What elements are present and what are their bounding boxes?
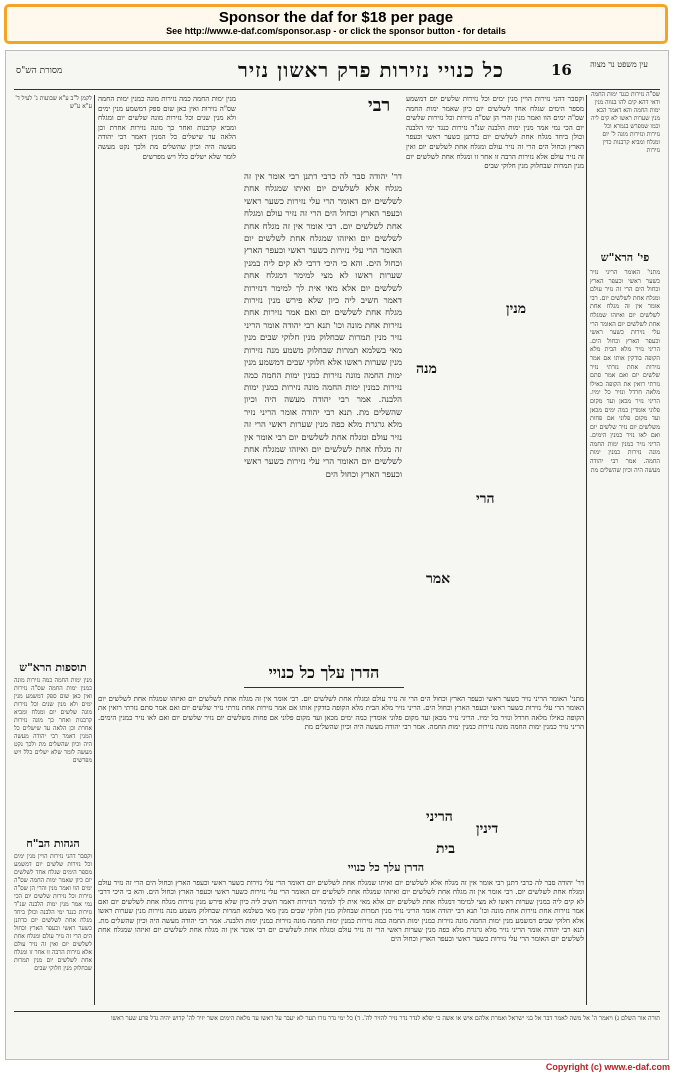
- tosafot-harosh-header: תוספות הרא"ש: [19, 661, 87, 674]
- header-rule: [14, 89, 660, 90]
- rashi-word-minayin: מנין: [506, 301, 527, 317]
- footer-rule: [14, 1011, 660, 1012]
- left-margin-notes: לקמן ל"ב ע"א שבועות ג' לעיל ד' ע"א ע"ש: [15, 95, 92, 110]
- lower-word-dinin: דינין: [476, 821, 499, 837]
- left-margin-rule: [94, 95, 95, 1005]
- lower-commentary-bottom: דר' יהודה סבר לה כרבי דתנן רבי אומר אין זה מגלח אלא לשלשים יום ואיתו שמגלח אחת לשלשים יום דאומר הרי עלי נזירות כשער ראשי וכעפר הארץ וכחול הים הרי זה נזיר עולם ומגלח אחת לשלשים יום. רבי אומר אין זה מגלח אחת לשלשים יום ואיזהו שמגלח אחת לשלשים יום האומר הרי עלי נזירות כשער ראשי וכעפר הארץ וכחול הים. והא כי היכי דרבי לא קים ליה במנין שערות ראשו לא מצי למימר דמגלח אחת לשלשים יום אלא מאי אית לך למימר דנזירות דאמר חשיב ליה כיון שלא פירש מנין נזירות מגלח אחת לשלשים יום ואם אמר נזירות אחת נזירות אחת מונה וכו' תנא רבי יהודה אומר הריני נזיר מנין תמרות שבחלוק מנין חלוקי שבים מנין מאי בשלמא תמרות שבחלוק משמע מנה נזירות מנין שערות ראשו אלא חלוקי שבים דמשמע מנין ימות החמה מונה נזירות כמנין ימות החמה כמה נזירות כמנין ימות החמה מונה נזירות כמנין ימות הלבנה. אמר רבי יהודה מעשה היה וכיון שהשלים מת. תנא רבי יהודה אומר הריני נזיר מלא גרגרת מלא כפה מנין שערות ראשי הרי זה נזיר עולם ומגלח אחת לשלשים יום רבי אומר אין זה מגלח אחת לשלשים יום ואיזהו שמגלח אחת לשלשים יום האומר הרי עלי נזירות כשער ראשי וכעפר הארץ וכחול הים: [98, 879, 584, 944]
- rashi-word-amar: אמר: [426, 571, 451, 587]
- ein-mishpat-notes: שס"ה נזירות כנגד ימות החמה ודאי דהא קים להו בגווה מנין ימות החמה והא דאמר הכא מנין שערות ראשו לא קים ליה וכמו שמפרש בגמרא וכל נזירות ונזירות מונה ל' יום ומגלח ומביא קרבנות כדין נזירות: [590, 91, 660, 154]
- page-title: כל כנויי נזירות פרק ראשון נזיר: [238, 58, 504, 82]
- copyright-link[interactable]: Copyright (c) www.e-daf.com: [545, 1062, 670, 1072]
- rosh-header: פי' הרא"ש: [600, 251, 650, 264]
- gemara-text: דר' יהודה סבר לה כרבי דתנן רבי אומר אין זה מגלח אלא לשלשים יום ואיתו שמגלח אחת לשלשים יום דאומר הרי עלי נזירות כשער ראשי וכעפר הארץ וכחול הים הרי זה נזיר עולם ומגלח אחת לשלשים יום. רבי אומר אין זה מגלח אחת לשלשים יום ואיזהו שמגלח אחת לשלשים יום האומר הרי עלי נזירות כשער ראשי וכעפר הארץ וכחול הים. והא כי היכי דרבי לא קים ליה במנין שערות ראשו לא מצי למימר דמגלח אחת לשלשים יום אלא מאי אית לך למימר דנזירות דאמר חשיב ליה כיון שלא פירש מנין נזירות מגלח אחת לשלשים יום ואם אמר נזירות אחת נזירות אחת מונה וכו' תנא רבי יהודה אומר הריני נזיר מנין תמרות שבחלוק מנין חלוקי שבים מנין מאי בשלמא תמרות שבחלוק משמע מנה נזירות מנין שערות ראשו אלא חלוקי שבים דמשמע מנין ימות החמה מונה נזירות כמנין ימות החמה כמה נזירות כמנין ימות החמה מונה נזירות כמנין ימות הלבנה. אמר רבי יהודה מעשה היה וכיון שהשלים מת. תנא רבי יהודה אומר הריני נזיר מלא גרגרת מלא כפה מנין שערות ראשי הרי זה נזיר עולם ומגלח אחת לשלשים יום רבי אומר אין זה מגלח אחת לשלשים יום ואיזהו שמגלח אחת לשלשים יום האומר הרי עלי נזירות כשער ראשי וכעפר הארץ וכחול הים: [244, 172, 402, 480]
- hadran-small: הדרן עלך כל כנויי: [347, 861, 425, 874]
- masoret-hashas-header: מסורת הש"ס: [16, 66, 63, 76]
- talmud-page-scan: [5, 50, 669, 1060]
- tosafot-harosh-text: מנין ימות החמה כמה נזירות מונה כמנין ימות החמה שס"ה נזירות ואין כאן שום ספק דמשמע מנין ימים ולא מנין שנים וכל נזירות מונה שלשים יום ומגלח ומביא קרבנות ואחר כך מונה נזירות אחרת וכן הלאה עד שישלים כל המנין דאמר רבי יהודה מעשה היה וכיון שהשלים מת ולכך נקט מעשה לומר שלא ישלים כלל ויש מפרשים: [14, 677, 92, 764]
- right-margin-rule: [586, 95, 587, 1005]
- footer-notes: תורה אור השלם ג) ויאמר ה' אל משה לאמר דבר אל בני ישראל ואמרת אלהם איש או אשה כי יפלא לנדר נדר נזיר להזיר לה'. ד) כל ימי נדר נזרו תער לא יעבר על ראשו עד מלאת הימים אשר יזיר לה' קדוש יהיה גדל פרע שער ראשו: [111, 1015, 660, 1022]
- gemara-opening-word: רבי: [368, 95, 391, 116]
- hadran-rule: [244, 687, 404, 688]
- page-number: 16: [551, 61, 572, 79]
- tosafot-column: מנין ימות החמה כמה נזירות מונה כמנין ימות החמה שס"ה נזירות ואין כאן שום ספק דמשמע מנין ימים ולא מנין שנים וכל נזירות מונה שלשים יום ומגלח ומביא קרבנות ואחר כך מונה נזירות אחרת וכן הלאה עד שישלים כל המנין דאמר רבי יהודה מעשה היה וכיון שהשלים מת ולכך נקט מעשה לומר שלא ישלים כלל ויש מפרשים: [98, 95, 236, 161]
- rashi-word-harei: הרי: [476, 491, 495, 507]
- rosh-commentary: מתני' האומר הריני נזיר כשער ראשי וכעפר הארץ וכחול הים הרי זה נזיר עולם ומגלח אחת לשלשים יום. רבי אומר אין זה מגלח אחת לשלשים יום ואיזהו שמגלח אחת לשלשים יום האומר הרי עלי נזירות כשער ראשי וכעפר הארץ וכחול הים. הריני נזיר מלא הבית מלא הקופה בודקין אותו אם אמר נזירות אחת נזרתי נזיר שלשים יום ואם אמר סתם נזרתי רואין את הקופה כאילו מלאה חרדל ונזיר כל ימיו. הריני נזיר מכאן ועד מקום פלוני אומדין כמה ימים מכאן ועד מקום פלוני אם פחות משלשים יום נזיר שלשים יום ואם לאו נזיר כמנין הימים. הריני נזיר כמנין ימות החמה מונה נזירות כמנין ימות החמה. אמר רבי יהודה מעשה היה וכיון שהשלים מת: [590, 269, 660, 474]
- sponsor-banner-subtitle[interactable]: See http://www.e-daf.com/sponsor.asp - or click the sponsor button - for details: [166, 26, 506, 36]
- hadran-title: הדרן עלך כל כנויי: [268, 663, 380, 682]
- page-header: [6, 51, 668, 91]
- rashi-word-mina: מנה: [416, 361, 437, 377]
- lower-word-harini: הריני: [426, 809, 453, 825]
- ein-mishpat-header: עין משפט נר מצוה: [590, 60, 648, 69]
- sponsor-banner[interactable]: [4, 4, 668, 44]
- lower-word-beit: בית: [436, 841, 455, 857]
- hagahot-habach-text: וקסבר דהני נזירות הויין מנין ימים וכל נזירות שלשים יום דמשמע מספר הימים שגלח אחד לשלשים יום כיון שאמר ימות החמה שס"ה ימים הוו ואמר מנין והרי הן שס"ה נזירות וכל נזירות שלשים יום הכי נמי אמר מנין ימות הלבנה שנ"ד נזירות כנגד ימי הלבנה וכולן ביחד מגלח אחת לשלשים יום כדתנן כשער ראשי וכעפר הארץ וכחול הים הרי זה נזיר עולם ומגלח אחת לשלשים יום ואין זה נזיר עולם אלא נזירות הרבה זו אחר זו ומגלח אחת לשלשים יום מנין תמרות שבחלוק מנין חלוקי שבים: [14, 853, 92, 972]
- sponsor-banner-title[interactable]: Sponsor the daf for $18 per page: [218, 9, 454, 26]
- lower-commentary-top: מתני' האומר הריני נזיר כשער ראשי וכעפר הארץ וכחול הים הרי זה נזיר עולם ומגלח אחת לשלשים יום. רבי אומר אין זה מגלח אחת לשלשים יום ואיזהו שמגלח אחת לשלשים יום האומר הרי עלי נזירות כשער ראשי וכעפר הארץ וכחול הים. הריני נזיר מלא הבית מלא הקופה בודקין אותו אם אמר נזירות אחת נזרתי נזיר שלשים יום ואם אמר סתם נזרתי רואין את הקופה כאילו מלאה חרדל ונזיר כל ימיו. הריני נזיר מכאן ועד מקום פלוני אומדין כמה ימים מכאן ועד מקום פלוני אם פחות משלשים יום נזיר שלשים יום ואם לאו נזיר כמנין הימים. הריני נזיר כמנין ימות החמה מונה נזירות כמנין ימות החמה. אמר רבי יהודה מעשה היה וכיון שהשלים מת: [98, 695, 584, 732]
- rashi-column: וקסבר דהני נזירות הויין מנין ימים וכל נזירות שלשים יום דמשמע מספר הימים שגלח אחד לשלשים יום כיון שאמר ימות החמה שס"ה ימים הוו ואמר מנין והרי הן שס"ה נזירות וכל נזירות שלשים יום הכי נמי אמר מנין ימות הלבנה שנ"ד נזירות כנגד ימי הלבנה וכולן ביחד מגלח אחת לשלשים יום כדתנן כשער ראשי וכעפר הארץ וכחול הים הרי זה נזיר עולם ומגלח אחת לשלשים יום ואין זה נזיר עולם אלא נזירות הרבה זו אחר זו ומגלח אחת לשלשים יום מנין תמרות שבחלוק מנין חלוקי שבים: [406, 95, 584, 171]
- hagahot-habach-header: הגהות הב"ח: [26, 837, 80, 850]
